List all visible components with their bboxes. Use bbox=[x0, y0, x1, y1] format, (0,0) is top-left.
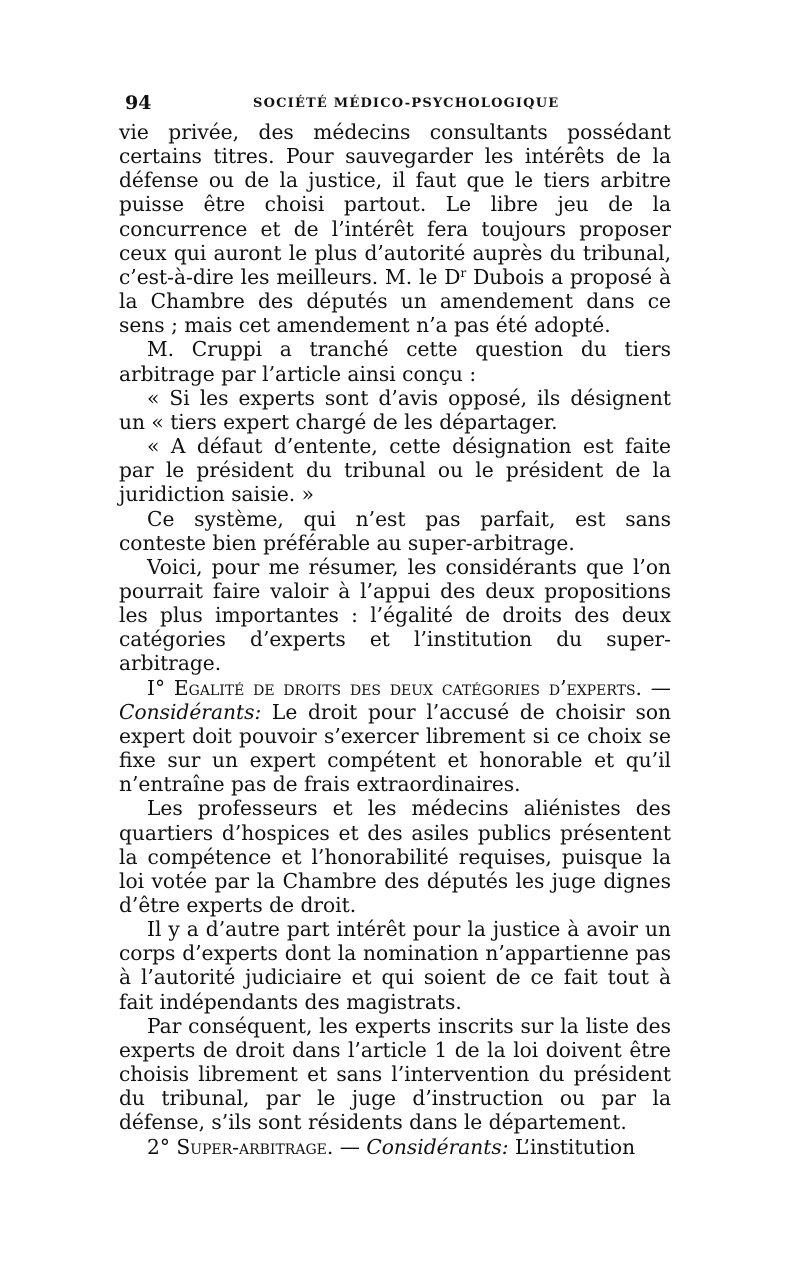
considerants-label: Considérants: bbox=[119, 699, 262, 724]
section-paragraph: 2° Super-arbitrage. — Considérants: L’institution bbox=[147, 1134, 636, 1159]
paragraph: vie privée, des médecins consultants possédant certains titres. Pour sauvegarder les intérêts de la défense ou de la justice, il faut que le tiers arbitre puisse être choisi partout. Le libre jeu de la concurrence et de l’intérêt fera toujours proposer ceux qui auront le plus d’autorité auprès du tribunal, c’est-à-dire les meilleurs. M. le $D^r$ Dubois a proposé à la Chambre des députés un amendement dans ce sens ; mais cet amendement n’a pas été adopté. bbox=[119, 120, 672, 338]
paragraph: Les professeurs et les médecins aliénistes des quartiers d’hospices et des asiles publics présentent la compétence et l’honorabilité requises, puisque la loi votée par la Chambre des députés les juge dignes d’être experts de droit. bbox=[119, 796, 671, 917]
paragraph: Voici, pour me résumer, les considérants que l’on pourrait faire valoir à l’appui des deux propositions les plus importantes : l’égalité de droits des deux catégories d’experts et l’institution du super-arbitrage. bbox=[119, 554, 671, 676]
section-number: 2° bbox=[147, 1134, 177, 1159]
running-header bbox=[119, 92, 671, 120]
section-paragraph: I° Egalité de droits des deux catégories d’experts. — Considérants: Le droit pour l’accusé de choisir son expert doit pouvoir s’exercer librement si ce choix se fixe sur un expert compétent et honorable et qu’il n’entraîne pas de frais extraordinaires. bbox=[119, 675, 671, 797]
section-heading: Egalité de droits des deux catégories d’experts. bbox=[173, 675, 642, 700]
paragraph: « Si les experts sont d’avis opposé, ils désignent un « tiers expert chargé de les départager. bbox=[119, 385, 671, 434]
paragraph: Ce système, qui n’est pas parfait, est sans conteste bien préférable au super-arbitrage. bbox=[119, 506, 671, 555]
considerants-label: Considérants: bbox=[366, 1134, 509, 1159]
page-number: 94 bbox=[125, 92, 152, 114]
book-page bbox=[119, 92, 671, 1159]
paragraph: Il y a d’autre part intérêt pour la justice à avoir un corps d’experts dont la nomination n’appartienne pas à l’autorité judiciaire et qui soient de ce fait tout à fait indépendants des magistrats. bbox=[119, 917, 671, 1014]
paragraph: « A défaut d’entente, cette désignation est faite par le président du tribunal ou le président de la juridiction saisie. » bbox=[119, 434, 671, 507]
running-title: SOCIÉTÉ MÉDICO-PSYCHOLOGIQUE bbox=[253, 96, 560, 111]
paragraph: M. Cruppi a tranché cette question du tiers arbitrage par l’article ainsi conçu : bbox=[119, 337, 671, 386]
section-number: I° bbox=[147, 675, 174, 700]
body-text bbox=[119, 120, 671, 1159]
paragraph: Par conséquent, les experts inscrits sur la liste des experts de droit dans l’article 1 de la loi doivent être choisis librement et sans l’intervention du président du tribunal, par le juge d’instruction ou par la défense, s’ils sont résidents dans le département. bbox=[119, 1013, 671, 1135]
section-heading: Super-arbitrage. bbox=[176, 1134, 334, 1159]
